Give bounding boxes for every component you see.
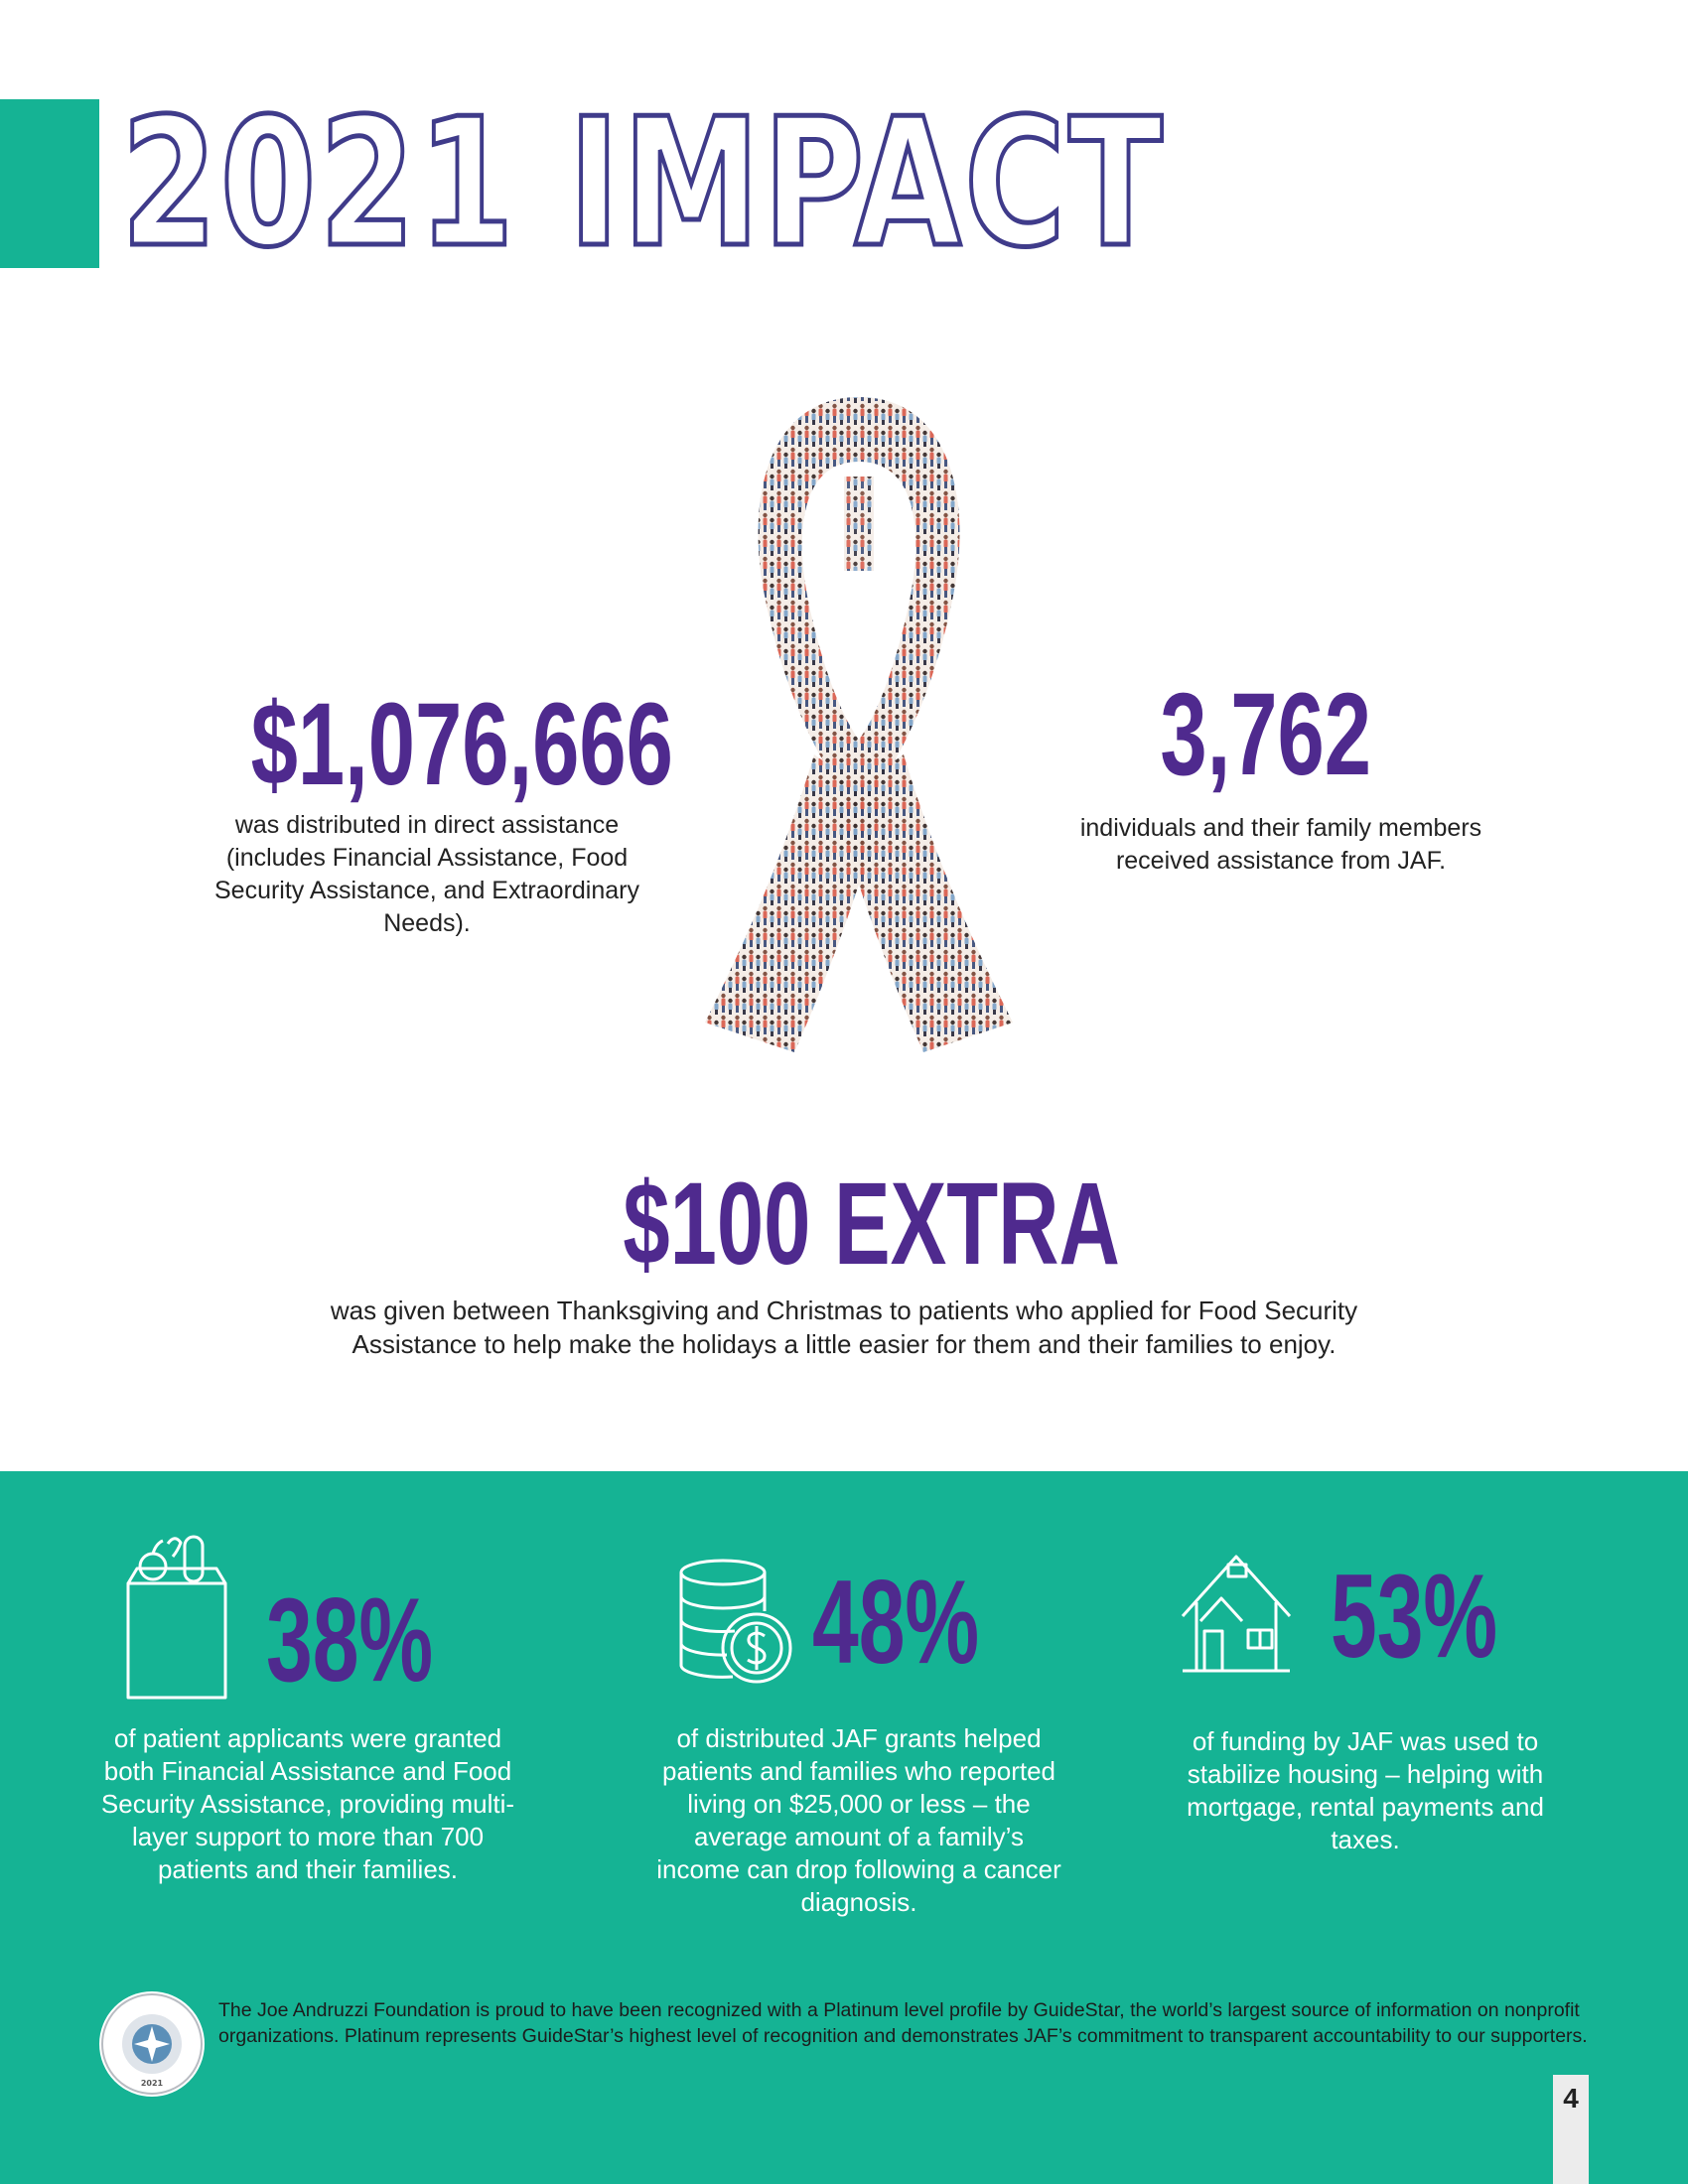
holiday-extra-description: was given between Thanksgiving and Christmas to patients who applied for Food Security Assistance to help make the holidays a little easier for them and their families to enjoy.	[330, 1296, 1358, 1359]
column-2-description: of distributed JAF grants helped patients and families who reported living on $25,000 or less – the average amount of a family’s income can drop following a cancer diagnosis.	[656, 1723, 1061, 1917]
column-3-description: of funding by JAF was used to stabilize housing – helping with mortgage, rental payments and taxes.	[1187, 1726, 1544, 1854]
house-icon	[1177, 1537, 1296, 1676]
guidestar-platinum-seal	[96, 1988, 208, 2105]
grocery-bag-icon	[123, 1529, 232, 1703]
individuals-assisted-description: individuals and their family members received assistance from JAF.	[1079, 814, 1482, 875]
guidestar-recognition-note: The Joe Andruzzi Foundation is proud to have been recognized with a Platinum level profile by GuideStar, the world’s largest source of information on nonprofit organizations. Platinum represents GuideStar’s highest level of recognition and demonstrates JAF’s commitment to transparent accountability to our supporters.	[218, 1999, 1588, 2047]
holiday-extra-stat: $100 EXTRA	[623, 1159, 1120, 1290]
crowd-ribbon-illustration	[650, 338, 1067, 1082]
percent-53: 53%	[1331, 1550, 1498, 1683]
page-title: 2021 IMPACT	[121, 80, 1166, 286]
amount-distributed-stat: $1,076,666	[250, 679, 673, 810]
coins-dollar-icon	[675, 1557, 794, 1691]
percent-48: 48%	[812, 1556, 980, 1689]
column-1-description: of patient applicants were granted both Financial Assistance and Food Security Assistance, providing multi-layer support to more than 700 patients and their families.	[100, 1723, 515, 1884]
svg-text:2021: 2021	[140, 2079, 164, 2088]
individuals-assisted-stat: 3,762	[1160, 669, 1372, 800]
amount-distributed-description: was distributed in direct assistance (includes Financial Assistance, Food Security Assistance, and Extraordinary Needs).	[214, 811, 639, 937]
page-number: 4	[1563, 2083, 1579, 2114]
title-accent-bar	[0, 99, 99, 268]
percent-38: 38%	[266, 1573, 434, 1706]
